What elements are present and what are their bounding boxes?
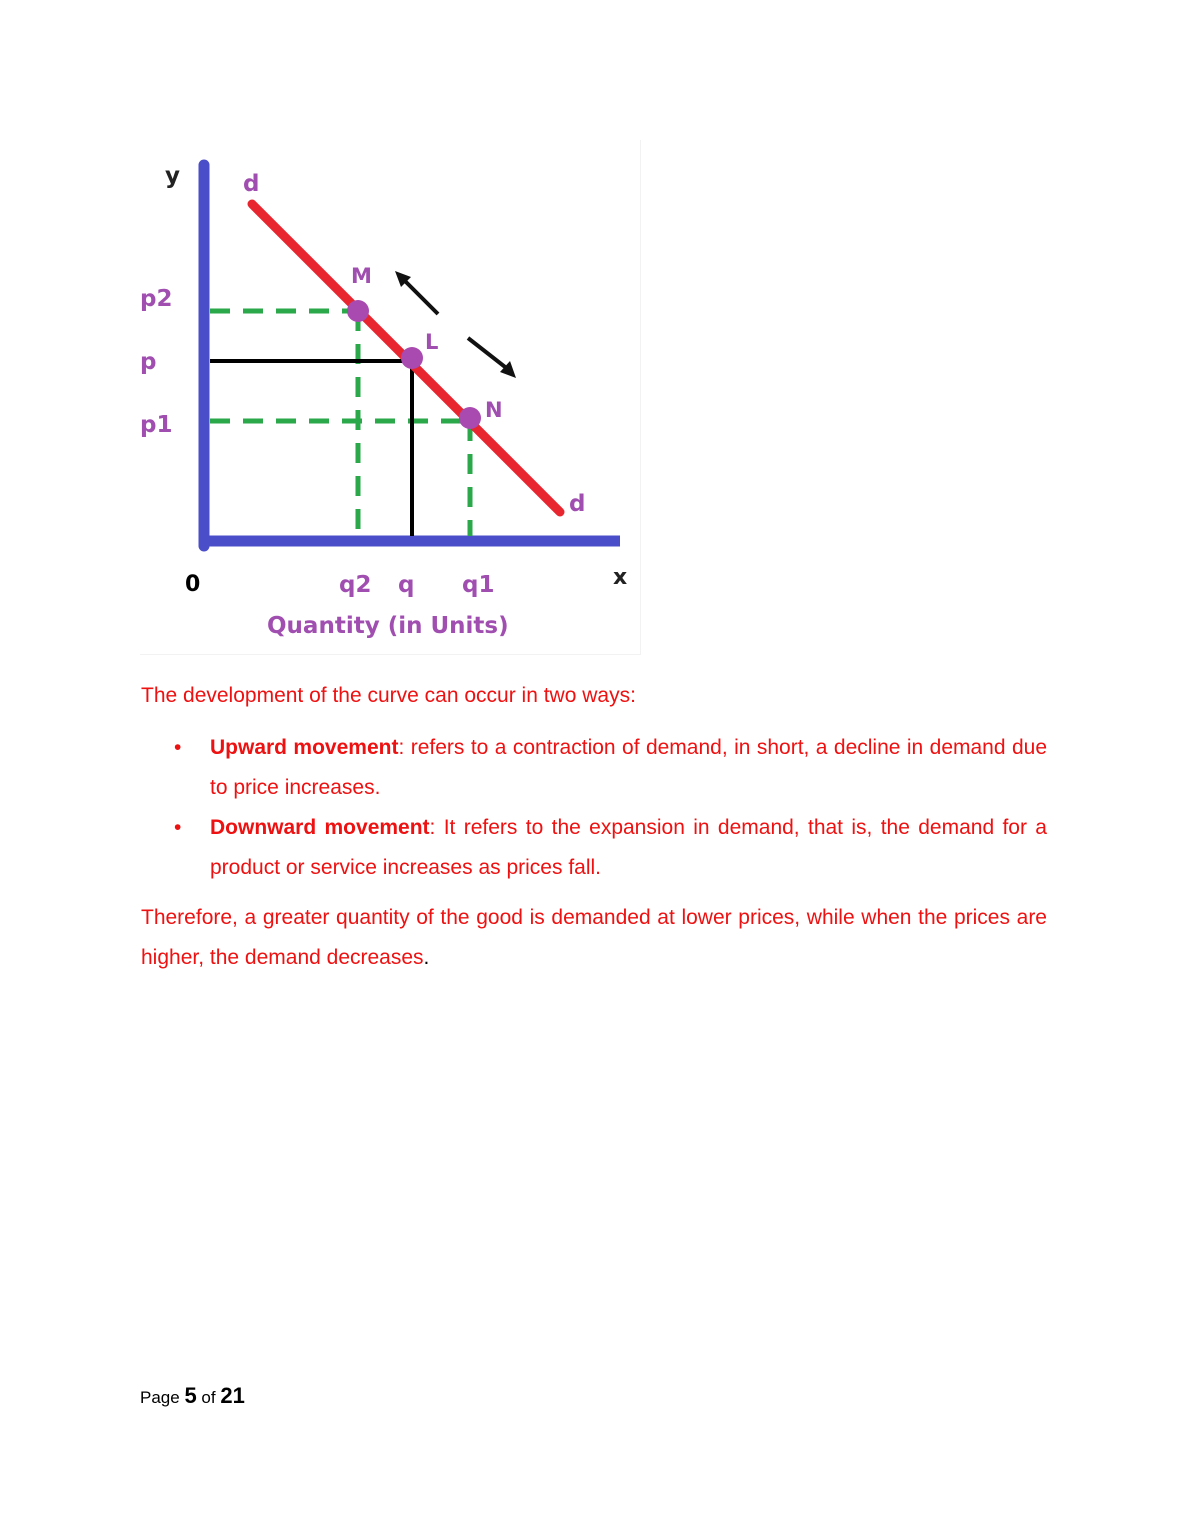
point-label-n: N (485, 398, 503, 422)
bullet-icon: • (174, 736, 182, 759)
arrow-up-left (402, 278, 438, 314)
x-tick-q: q (398, 572, 415, 598)
page-total: 21 (220, 1383, 245, 1408)
x-tick-q1: q1 (462, 572, 495, 598)
point-label-m: M (351, 264, 372, 288)
point-label-l: L (425, 330, 439, 354)
point-n (459, 407, 481, 429)
of-word: of (201, 1388, 216, 1407)
x-tick-q2: q2 (339, 572, 372, 598)
bullet-description: : refers to a contraction of demand, in short, a decline in demand due to price increases. (210, 736, 1047, 799)
bullet-term: Downward movement (210, 816, 430, 839)
y-tick-p2: p2 (140, 286, 173, 312)
y-tick-p1: p1 (140, 412, 173, 438)
point-m (347, 300, 369, 322)
demand-curve-chart (140, 140, 640, 654)
y-axis-name: y (165, 163, 180, 189)
arrow-down-right (468, 338, 509, 370)
conclusion-text: Therefore, a greater quantity of the good is demanded at lower prices, while when the prices are higher, the demand decreases (141, 906, 1047, 969)
bullet-icon: • (174, 816, 182, 839)
page-word: Page (140, 1388, 180, 1407)
curve-label-bottom: d (569, 491, 586, 517)
demand-curve-figure (140, 140, 641, 655)
page-number: 5 (184, 1383, 197, 1408)
conclusion-paragraph (141, 898, 1047, 978)
ref-line-l (210, 361, 412, 536)
conclusion-period: . (423, 946, 430, 969)
intro-paragraph: The development of the curve can occur in two ways: (141, 684, 636, 707)
body-text (141, 676, 1047, 978)
bullet-term: Upward movement (210, 736, 399, 759)
list-item (141, 808, 1047, 888)
list-item (141, 728, 1047, 808)
point-l (401, 347, 423, 369)
x-axis-name: x (613, 565, 628, 590)
page-footer (140, 1383, 245, 1409)
y-tick-p: p (140, 349, 157, 375)
origin-label: 0 (185, 572, 201, 597)
x-axis-title: Quantity (in Units) (267, 613, 509, 639)
curve-label-top: d (243, 171, 260, 197)
bullet-description: : It refers to the expansion in demand, that is, the demand for a product or service increases as prices fall. (210, 816, 1047, 879)
bullet-list (141, 728, 1047, 888)
